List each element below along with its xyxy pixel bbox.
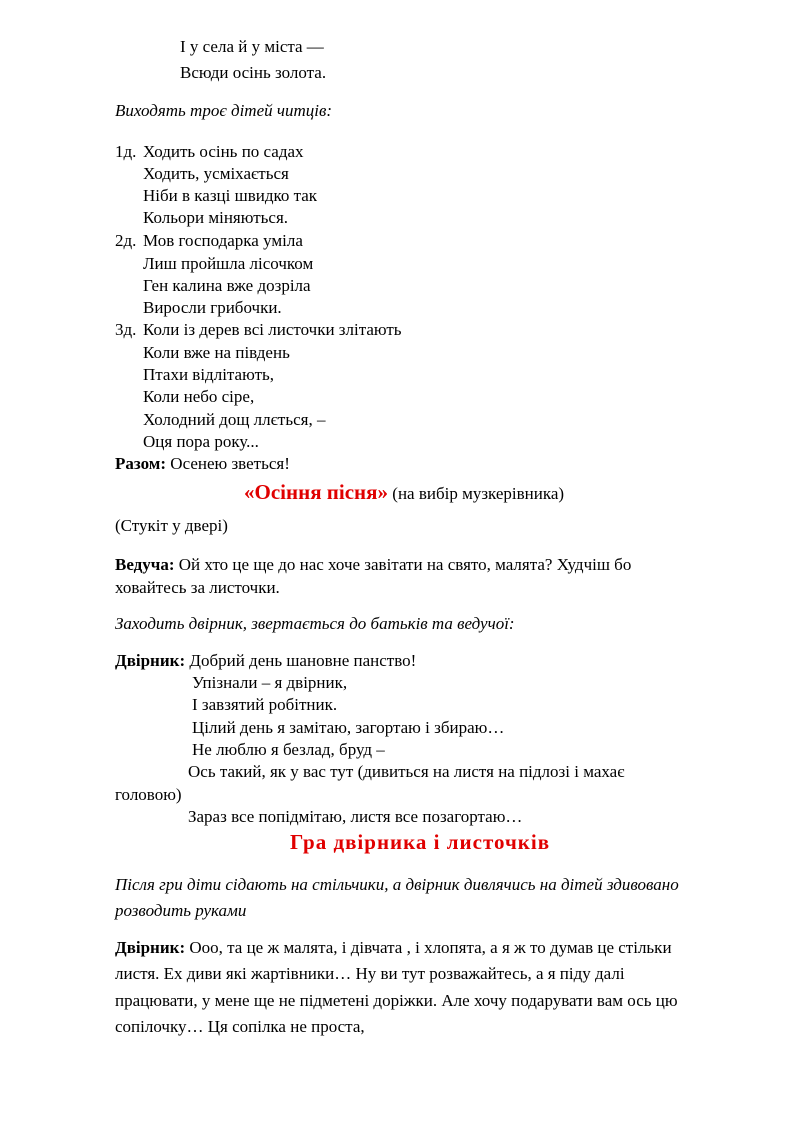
- reader-1-line: Ходить осінь по садах: [143, 142, 304, 161]
- intro-line-1: І у села й у міста —: [180, 37, 324, 56]
- janitor-line: Цілий день я замітаю, загортаю і збираю…: [192, 718, 505, 737]
- reader-3-label: 3д.: [115, 320, 137, 339]
- reader-3-line: Коли небо сіре,: [143, 387, 255, 406]
- reader-3-line: Холодний дощ ллється, –: [143, 410, 326, 429]
- janitor2-text: Ооо, та це ж малята, і дівчата , і хлопята, а я ж то думав це стільки: [185, 938, 672, 957]
- janitor-line-long: Ось такий, як у вас тут (дивиться на листя на підлозі і махає: [188, 762, 625, 781]
- reader-1-line: Кольори міняються.: [143, 208, 289, 227]
- knock-note: (Стукіт у двері): [115, 516, 228, 535]
- reader-3-line: Коли із дерев всі листочки злітають: [143, 320, 402, 339]
- janitor2-line-4: сопілочку… Ця сопілка не проста,: [115, 1017, 365, 1036]
- janitor-line-1: [115, 650, 416, 672]
- song-note: (на вибір музкерівника): [388, 484, 565, 503]
- janitor-first: Добрий день шановне панство!: [185, 651, 417, 670]
- janitor-line: І завзятий робітник.: [192, 695, 338, 714]
- janitor2-line-2: листя. Ех диви які жартівники… Ну ви тут розважайтесь, а я піду далі: [115, 964, 625, 983]
- together-label: Разом:: [115, 454, 167, 473]
- intro-line-2: Всюди осінь золота.: [180, 63, 327, 82]
- janitor2-line-1: [115, 937, 672, 959]
- host-text: Ой хто це ще до нас хоче завітати на свято, малята? Худчіш бо: [174, 555, 632, 574]
- janitor2-line-3: працювати, у мене ще не підметені доріжки. Але хочу подарувати вам ось цю: [115, 991, 678, 1010]
- janitor-line: Не люблю я безлад, бруд –: [192, 740, 385, 759]
- stage-direction-janitor: Заходить двірник, звертається до батьків та ведучої:: [115, 614, 515, 633]
- reader-1-line: Ходить, усміхається: [143, 164, 289, 183]
- song-heading: [244, 479, 564, 507]
- stage-direction-after-game-1: Після гри діти сідають на стільчики, а двірник дивлячись на дітей здивовано: [115, 875, 679, 894]
- reader-2-line: Лиш пройшла лісочком: [143, 254, 314, 273]
- janitor-line-last: Зараз все попідмітаю, листя все позагортаю…: [188, 807, 523, 826]
- reader-1-line: Ніби в казці швидко так: [143, 186, 318, 205]
- reader-1-label: 1д.: [115, 142, 137, 161]
- reader-2-label: 2д.: [115, 231, 137, 250]
- host-label: Ведуча:: [115, 555, 175, 574]
- together-text: Осенею зветься!: [166, 454, 290, 473]
- janitor2-label: Двірник:: [115, 938, 186, 957]
- janitor-line-wrap: головою): [115, 785, 182, 804]
- reader-2-line: Ген калина вже дозріла: [143, 276, 311, 295]
- reader-3-line: Коли вже на південь: [143, 343, 290, 362]
- reader-3-line: Птахи відлітають,: [143, 365, 275, 384]
- reader-3-line: Оця пора року...: [143, 432, 259, 451]
- stage-direction-readers: Виходять троє дітей читців:: [115, 101, 333, 120]
- reader-2-line: Виросли грибочки.: [143, 298, 282, 317]
- janitor-line: Упізнали – я двірник,: [192, 673, 348, 692]
- together-line: [115, 453, 290, 475]
- song-title: «Осіння пісня»: [244, 480, 389, 504]
- stage-direction-after-game-2: розводить руками: [115, 901, 247, 920]
- reader-2-line: Мов господарка уміла: [143, 231, 303, 250]
- host-line-2: ховайтесь за листочки.: [115, 578, 280, 597]
- janitor-label: Двірник:: [115, 651, 186, 670]
- game-title: Гра двірника і листочків: [290, 830, 551, 854]
- host-line-1: [115, 554, 631, 576]
